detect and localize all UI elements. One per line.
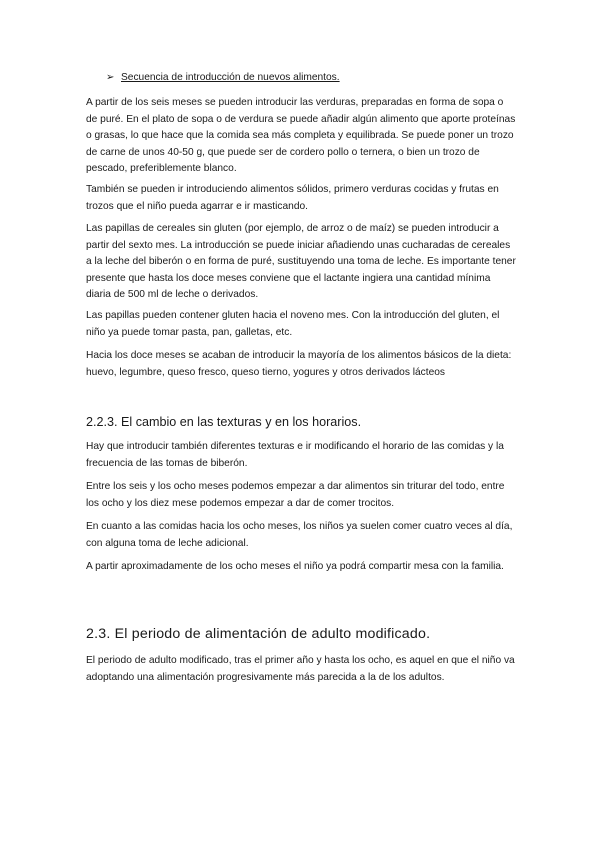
bullet-heading <box>106 71 340 85</box>
paragraph: También se pueden ir introduciendo alimentos sólidos, primero verduras cocidas y frutas en trozos que el niño pueda agarrar e ir masticando. <box>86 184 499 212</box>
paragraph: A partir de los seis meses se pueden introducir las verduras, preparadas en forma de sopa o de puré. En el plato de sopa o de verdura se puede añadir algún alimento que aporte proteínas o grasas, lo que hace que la comida sea más completa y equilibrada. Se puede poner un trozo de carne de unos 40-50 g, que puede ser de cordero pollo o ternera, o bien un trozo de pescado, preferiblemente blanco. <box>86 97 516 175</box>
subsection-title: Secuencia de introducción de nuevos alimentos. <box>121 72 340 83</box>
paragraph: Entre los seis y los ocho meses podemos empezar a dar alimentos sin triturar del todo, entre los ocho y los diez mese podemos empezar a dar de comer trocitos. <box>86 481 505 509</box>
section-heading-2-2-3: 2.2.3. El cambio en las texturas y en los horarios. <box>86 415 362 429</box>
paragraph: Hacia los doce meses se acaban de introducir la mayoría de los alimentos básicos de la dieta: huevo, legumbre, queso fresco, queso tierno, yogures y otros derivados lácteos <box>86 350 512 378</box>
paragraph: Las papillas de cereales sin gluten (por ejemplo, de arroz o de maíz) se pueden introducir a partir del sexto mes. La introducción se puede iniciar añadiendo unas cucharadas de cereales a la leche del biberón o en forma de puré, sustituyendo una toma de leche. Es importante tener presente que hasta los doce meses conviene que el lactante ingiera una cantidad mínima diaria de 500 ml de leche o derivados. <box>86 223 516 301</box>
section-heading-2-3: 2.3. El periodo de alimentación de adulto modificado. <box>86 626 431 642</box>
paragraph: El periodo de adulto modificado, tras el primer año y hasta los ocho, es aquel en que el niño va adoptando una alimentación progresivamente más parecida a la de los adultos. <box>86 655 515 683</box>
paragraph: Las papillas pueden contener gluten hacia el noveno mes. Con la introducción del gluten, el niño ya puede tomar pasta, pan, galletas, etc. <box>86 310 500 338</box>
paragraph: A partir aproximadamente de los ocho meses el niño ya podrá compartir mesa con la familia. <box>86 561 504 572</box>
paragraph: Hay que introducir también diferentes texturas e ir modificando el horario de las comidas y la frecuencia de las tomas de biberón. <box>86 441 504 469</box>
paragraph: En cuanto a las comidas hacia los ocho meses, los niños ya suelen comer cuatro veces al día, con alguna toma de leche adicional. <box>86 521 513 549</box>
arrow-bullet-icon: ➢ <box>106 72 115 83</box>
